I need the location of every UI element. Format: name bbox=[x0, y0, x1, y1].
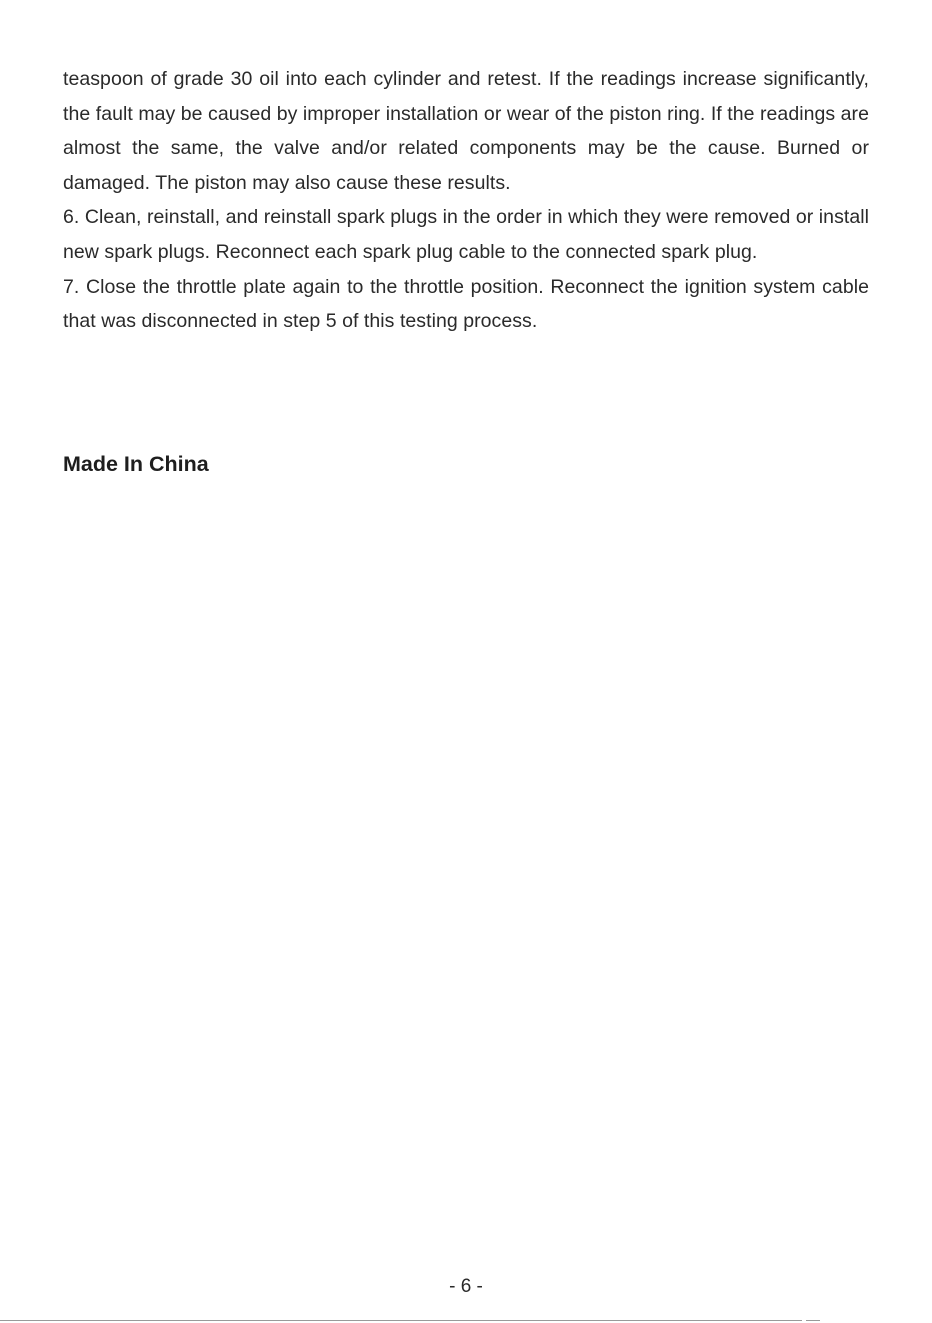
bottom-rule bbox=[0, 1320, 800, 1321]
page-number: - 6 - bbox=[449, 1276, 483, 1297]
bottom-rule-dash-2 bbox=[806, 1320, 820, 1321]
body-text bbox=[63, 62, 869, 339]
bottom-rule-dash-1 bbox=[792, 1320, 802, 1321]
paragraph-compression-test: teaspoon of grade 30 oil into each cylinder and retest. If the readings increase significantly, the fault may be caused by improper installation or wear of the piston ring. If the readings are almost the same, the valve and/or related components may be the cause. Burned or damaged. The piston may also cause these results. bbox=[63, 68, 869, 194]
paragraph-step-6: 6. Clean, reinstall, and reinstall spark plugs in the order in which they were removed or install new spark plugs. Reconnect each spark plug cable to the connected spark plug. bbox=[63, 206, 869, 263]
paragraph-step-7: 7. Close the throttle plate again to the throttle position. Reconnect the ignition system cable that was disconnected in step 5 of this testing process. bbox=[63, 275, 869, 333]
made-in-china-label: Made In China bbox=[63, 452, 209, 476]
